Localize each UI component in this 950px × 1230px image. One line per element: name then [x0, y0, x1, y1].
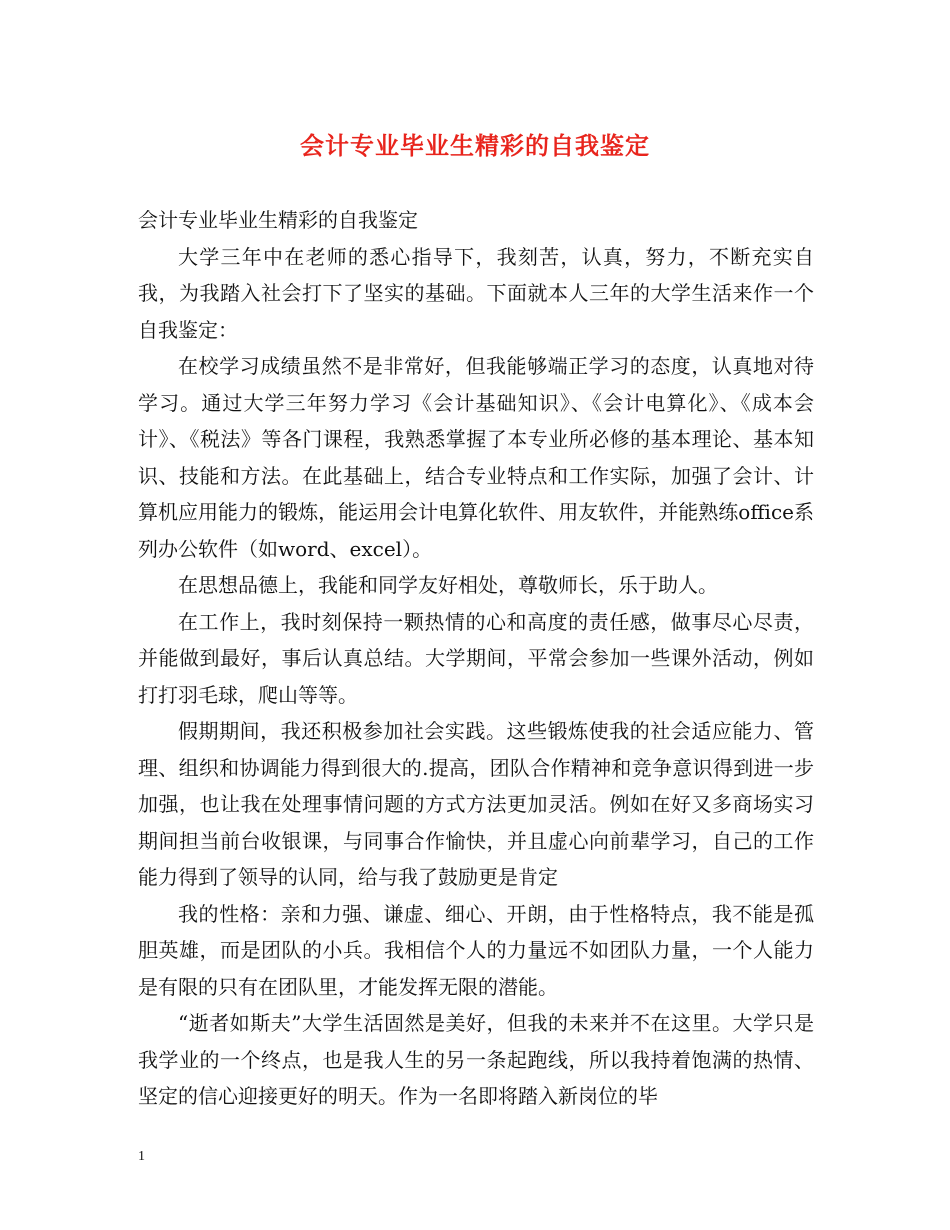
- paragraph-work: 在工作上，我时刻保持一颗热情的心和高度的责任感，做事尽心尽责，并能做到最好，事后认真总结。大学期间，平常会参加一些课外活动，例如打打羽毛球，爬山等等。: [138, 609, 814, 707]
- paragraph-intro: 大学三年中在老师的悉心指导下，我刻苦，认真，努力，不断充实自我，为我踏入社会打下了坚实的基础。下面就本人三年的大学生活来作一个自我鉴定：: [138, 244, 814, 342]
- document-subtitle: 会计专业毕业生精彩的自我鉴定: [138, 208, 418, 232]
- page-number: 1: [138, 1149, 145, 1164]
- document-title: 会计专业毕业生精彩的自我鉴定: [300, 131, 650, 160]
- paragraph-personality: 我的性格：亲和力强、谦虚、细心、开朗，由于性格特点，我不能是孤胆英雄，而是团队的小兵。我相信个人的力量远不如团队力量，一个人能力是有限的只有在团队里，才能发挥无限的潜能。: [138, 901, 814, 999]
- paragraph-study: 在校学习成绩虽然不是非常好，但我能够端正学习的态度，认真地对待学习。通过大学三年努力学习《会计基础知识》、《会计电算化》、《成本会计》、《税法》等各门课程，我熟悉掌握了本专业所必修的基本理论、基本知识、技能和方法。在此基础上，结合专业特点和工作实际，加强了会计、计算机应用能力的锻炼，能运用会计电算化软件、用友软件，并能熟练office系列办公软件（如word、excel）。: [138, 354, 814, 561]
- document-body: [138, 202, 814, 1115]
- paragraph-practice: 假期期间，我还积极参加社会实践。这些锻炼使我的社会适应能力、管理、组织和协调能力得到很大的.提高，团队合作精神和竞争意识得到进一步加强，也让我在处理事情问题的方式方法更加灵活。例如在好又多商场实习期间担当前台收银课，与同事合作愉快，并且虚心向前辈学习，自己的工作能力得到了领导的认同，给与我了鼓励更是肯定: [138, 719, 814, 889]
- paragraph-future: “逝者如斯夫”大学生活固然是美好，但我的未来并不在这里。大学只是我学业的一个终点，也是我人生的另一条起跑线，所以我持着饱满的热情、坚定的信心迎接更好的明天。作为一名即将踏入新岗位的毕: [138, 1011, 814, 1108]
- paragraph-morality: 在思想品德上，我能和同学友好相处，尊敬师长，乐于助人。: [178, 573, 718, 597]
